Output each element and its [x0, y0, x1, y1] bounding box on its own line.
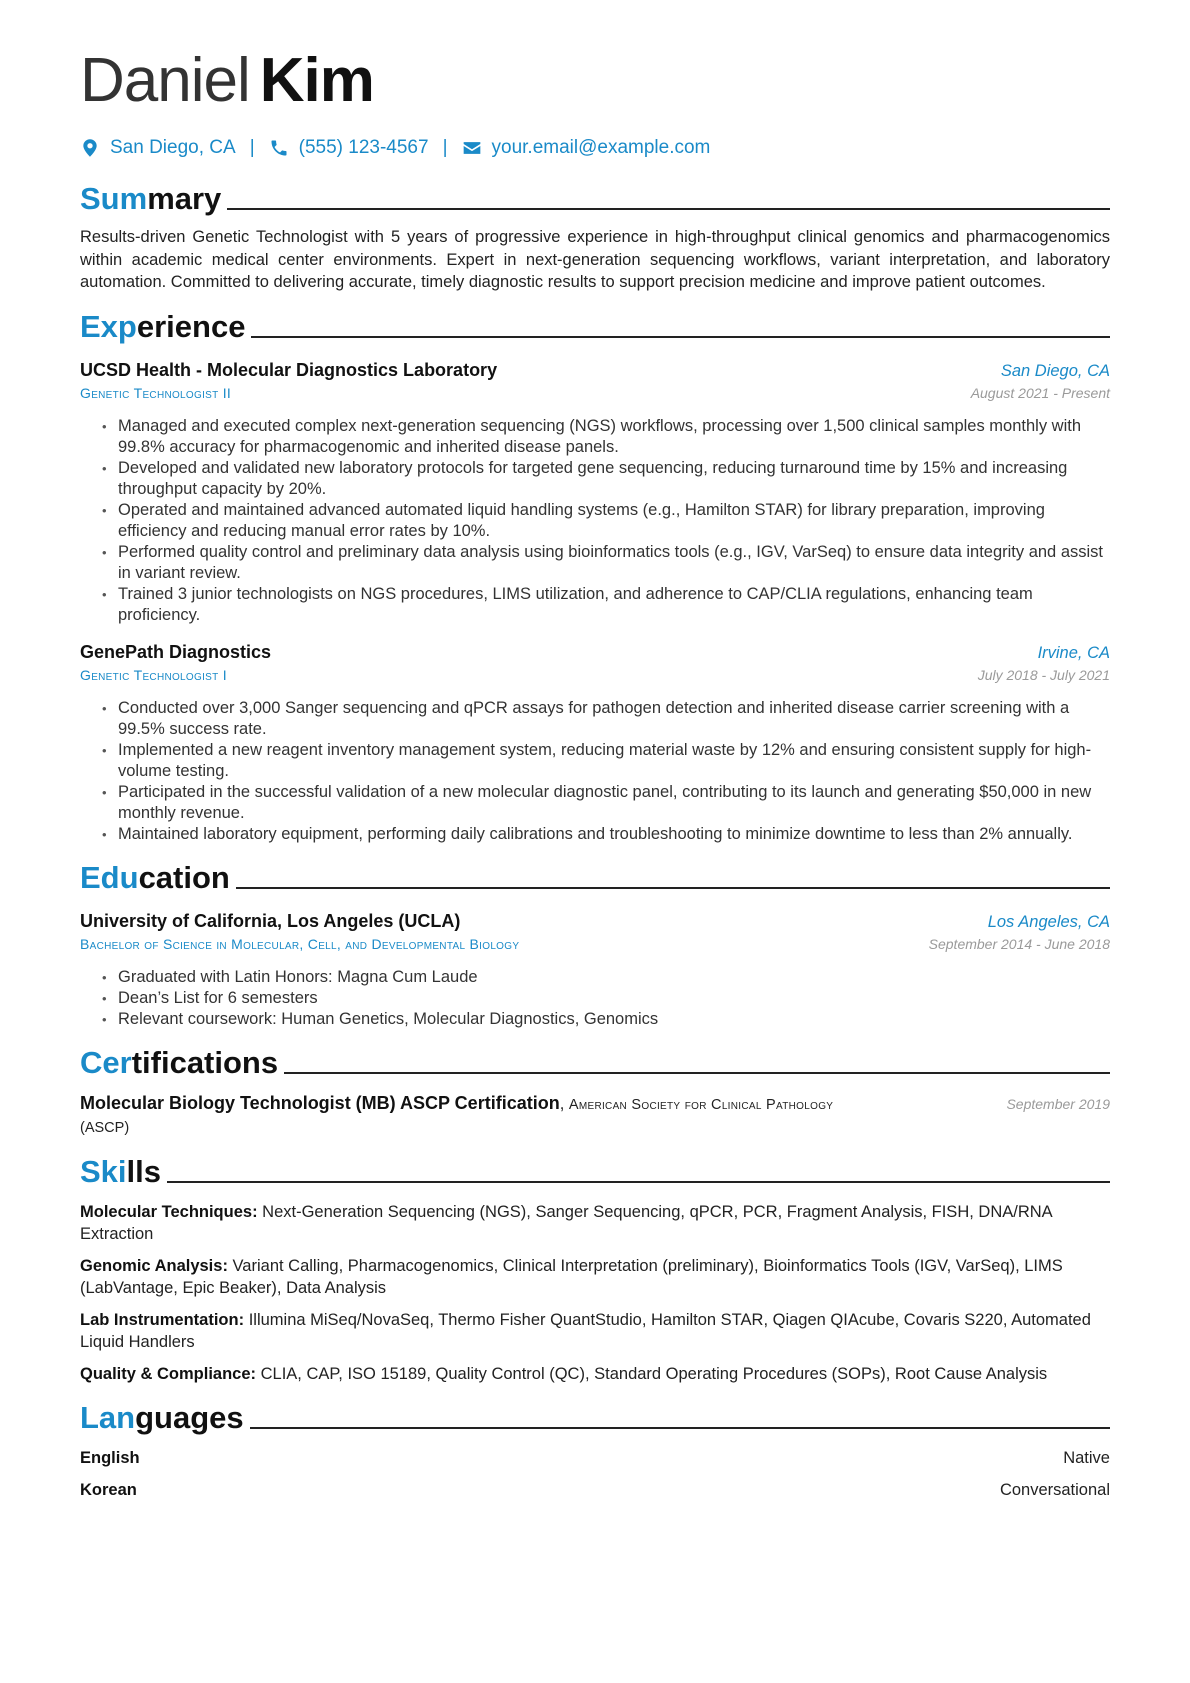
- language-level: Conversational: [999, 1480, 1110, 1499]
- certification-date: September 2019: [1006, 1095, 1110, 1112]
- last-name: Kim: [259, 46, 374, 115]
- education-bullets: [80, 967, 1110, 1030]
- list-item: • Trained 3 junior technologists on NGS procedures, LIMS utilization, and adherence to CAP/CLIA regulations, enhancing team proficiency.: [118, 584, 1110, 626]
- school-name: University of California, Los Angeles (UCLA): [80, 910, 461, 931]
- contact-phone[interactable]: [269, 137, 429, 159]
- certification-issuer-abbr: (ASCP): [80, 1119, 130, 1136]
- contact-separator: |: [249, 137, 255, 158]
- skills-heading: [80, 1153, 1110, 1191]
- job-dates: August 2021 - Present: [970, 384, 1110, 401]
- section-rule: [284, 1072, 1110, 1074]
- phone-text: (555) 123-4567: [298, 137, 429, 158]
- job-bullets: [80, 698, 1110, 845]
- skill-value: CLIA, CAP, ISO 15189, Quality Control (QC), Standard Operating Procedures (SOPs), Root Cause Analysis: [260, 1364, 1048, 1383]
- list-item: • Implemented a new reagent inventory management system, reducing material waste by 12% and ensuring consistent supply for high-volume testing.: [118, 740, 1110, 782]
- skill-value: Variant Calling, Pharmacogenomics, Clinical Interpretation (preliminary), Bioinformatics Tools (IGV, VarSeq), LIMS (LabVantage, Epic Beaker), Data Analysis: [80, 1256, 1063, 1297]
- section-title: Languages: [80, 1399, 244, 1435]
- degree-title: Bachelor of Science in Molecular, Cell, and Developmental Biology: [80, 935, 520, 952]
- skill-label: Lab Instrumentation:: [80, 1310, 245, 1329]
- education-entry: [80, 909, 1110, 1030]
- list-item: • Managed and executed complex next-generation sequencing (NGS) workflows, processing over 1,500 clinical samples monthly with 99.8% accuracy for pharmacogenomic and inherited disease panels.: [118, 416, 1110, 458]
- candidate-name: [80, 38, 1110, 124]
- section-rule: [251, 336, 1110, 338]
- phone-icon: [269, 138, 289, 158]
- map-pin-icon: [80, 138, 100, 158]
- skill-label: Quality & Compliance:: [80, 1364, 257, 1383]
- section-title: Experience: [80, 308, 246, 344]
- job-title: Genetic Technologist I: [80, 666, 227, 683]
- contact-bar: [80, 134, 1110, 162]
- experience-heading: [80, 308, 1110, 346]
- job-dates: July 2018 - July 2021: [977, 666, 1110, 683]
- skill-group: [80, 1201, 1110, 1245]
- certification-name: Molecular Biology Technologist (MB) ASCP Certification: [80, 1092, 560, 1113]
- education-section: [80, 859, 1110, 1030]
- list-item: • Participated in the successful validation of a new molecular diagnostic panel, contributing to its launch and generating $50,000 in new monthly revenue.: [118, 782, 1110, 824]
- section-title: Summary: [80, 181, 222, 216]
- language-item: [80, 1479, 1110, 1501]
- skill-value: Illumina MiSeq/NovaSeq, Thermo Fisher QuantStudio, Hamilton STAR, Qiagen QIAcube, Covaris S220, Automated Liquid Handlers: [80, 1310, 1091, 1351]
- section-title: Certifications: [80, 1044, 279, 1080]
- job-title: Genetic Technologist II: [80, 384, 232, 401]
- language-level: Native: [1063, 1448, 1110, 1467]
- languages-heading: [80, 1399, 1110, 1437]
- experience-entry: [80, 358, 1110, 626]
- certification-issuer: American Society for Clinical Pathology: [568, 1096, 834, 1113]
- job-location: San Diego, CA: [1000, 361, 1110, 380]
- skill-group: [80, 1309, 1110, 1353]
- section-title: Education: [80, 859, 230, 895]
- experience-entry: [80, 640, 1110, 845]
- list-item: • Dean’s List for 6 semesters: [118, 988, 1110, 1009]
- envelope-icon: [462, 138, 482, 158]
- email-link[interactable]: your.email@example.com: [491, 137, 711, 158]
- language-name: Korean: [80, 1480, 137, 1499]
- list-item: • Conducted over 3,000 Sanger sequencing and qPCR assays for pathogen detection and inherited disease carrier screening with a 99.5% success rate.: [118, 698, 1110, 740]
- job-location: Irvine, CA: [1037, 643, 1110, 662]
- skills-section: [80, 1153, 1110, 1385]
- skill-label: Genomic Analysis:: [80, 1256, 228, 1275]
- skill-value: Next-Generation Sequencing (NGS), Sanger Sequencing, qPCR, PCR, Fragment Analysis, FISH, DNA/RNA Extraction: [80, 1202, 1052, 1243]
- skill-group: [80, 1363, 1110, 1385]
- certification-item: Molecular Biology Technologist (MB) ASCP Certification, American Society for Clinical Pathology (ASCP) September 2019: [80, 1092, 1110, 1136]
- certifications-heading: [80, 1044, 1110, 1082]
- skill-group: [80, 1255, 1110, 1299]
- list-item: • Relevant coursework: Human Genetics, Molecular Diagnostics, Genomics: [118, 1009, 1110, 1030]
- languages-section: [80, 1399, 1110, 1501]
- contact-separator: |: [442, 137, 448, 158]
- section-rule: [236, 887, 1110, 889]
- employer-name: UCSD Health - Molecular Diagnostics Laboratory: [80, 359, 498, 380]
- list-item: • Operated and maintained advanced automated liquid handling systems (e.g., Hamilton STAR) for library preparation, improving efficiency and reducing manual error rates by 10%.: [118, 500, 1110, 542]
- summary-heading: [80, 180, 1110, 218]
- list-item: • Performed quality control and preliminary data analysis using bioinformatics tools (e.g., IGV, VarSeq) to ensure data integrity and assist in variant review.: [118, 542, 1110, 584]
- first-name: Daniel: [80, 46, 250, 115]
- list-item: • Graduated with Latin Honors: Magna Cum Laude: [118, 967, 1110, 988]
- school-location: Los Angeles, CA: [987, 912, 1110, 931]
- location-text: San Diego, CA: [110, 137, 236, 158]
- employer-name: GenePath Diagnostics: [80, 641, 272, 662]
- certifications-section: [80, 1044, 1110, 1139]
- education-heading: [80, 859, 1110, 897]
- skill-label: Molecular Techniques:: [80, 1202, 258, 1221]
- list-item: • Maintained laboratory equipment, performing daily calibrations and troubleshooting to minimize downtime to less than 2% annually.: [118, 824, 1110, 845]
- summary-text: Results-driven Genetic Technologist with 5 years of progressive experience in high-throughput clinical genomics and pharmacogenomics within academic medical center environments. Expert in next-generation sequencing workflows, variant interpretation, and laboratory automation. Committed to delivering accurate, timely diagnostic results to support precision medicine and improve patient outcomes.: [80, 228, 1110, 291]
- language-name: English: [80, 1448, 140, 1467]
- language-item: [80, 1447, 1110, 1469]
- summary-section: [80, 180, 1110, 294]
- contact-location: [80, 137, 236, 159]
- job-bullets: [80, 416, 1110, 626]
- education-dates: September 2014 - June 2018: [928, 935, 1110, 952]
- section-title: Skills: [80, 1153, 161, 1189]
- contact-email[interactable]: [462, 137, 711, 159]
- section-rule: [250, 1427, 1110, 1429]
- experience-section: [80, 308, 1110, 845]
- section-rule: [167, 1181, 1110, 1183]
- list-item: • Developed and validated new laboratory protocols for targeted gene sequencing, reducing turnaround time by 15% and increasing throughput capacity by 20%.: [118, 458, 1110, 500]
- section-rule: [227, 208, 1110, 210]
